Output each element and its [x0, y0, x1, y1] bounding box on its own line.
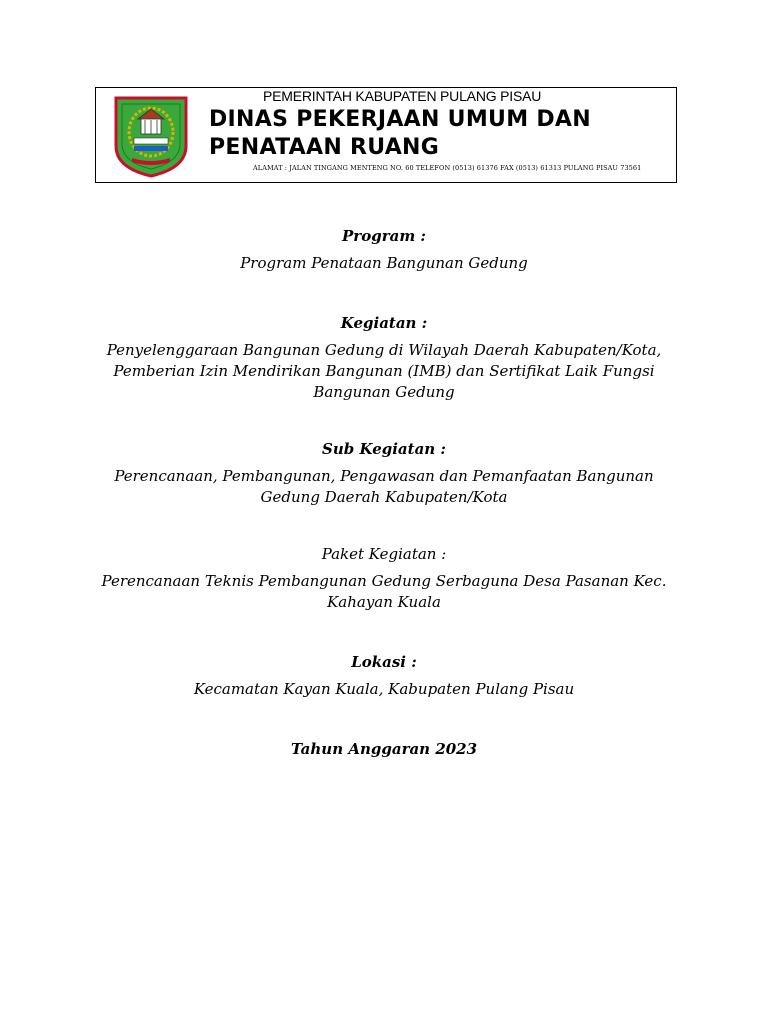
lokasi-label: Lokasi : — [351, 653, 417, 671]
regency-emblem-icon — [110, 94, 192, 178]
sub-kegiatan-value — [100, 466, 668, 508]
program-section — [100, 226, 668, 274]
lokasi-section — [100, 652, 668, 700]
tahun-anggaran-label: Tahun Anggaran 2023 — [290, 740, 478, 758]
agency-name-line1: DINAS PEKERJAAN UMUM DAN — [209, 107, 591, 132]
paket-kegiatan-section — [100, 544, 668, 613]
paket-kegiatan-value-line2: Kahayan Kuala — [327, 593, 441, 611]
letterhead — [95, 87, 677, 183]
office-address: ALAMAT : JALAN TINGANG MENTENG NO. 60 TELEFON (0513) 61376 FAX (0513) 61313 PULANG PISAU 73561 — [253, 164, 642, 172]
lokasi-value: Kecamatan Kayan Kuala, Kabupaten Pulang Pisau — [193, 680, 575, 698]
agency-name — [209, 106, 669, 162]
sub-kegiatan-label: Sub Kegiatan : — [322, 440, 446, 458]
sub-kegiatan-value-line2: Gedung Daerah Kabupaten/Kota — [260, 488, 508, 506]
kegiatan-value — [100, 340, 668, 403]
kegiatan-value-line2: Pemberian Izin Mendirikan Bangunan (IMB) dan Sertifikat Laik Fungsi — [113, 362, 655, 380]
paket-kegiatan-value — [100, 571, 668, 613]
agency-name-line2: PENATAAN RUANG — [209, 135, 440, 160]
program-label: Program : — [342, 227, 426, 245]
program-value: Program Penataan Bangunan Gedung — [240, 254, 528, 272]
sub-kegiatan-section — [100, 439, 668, 508]
paket-kegiatan-value-line1: Perencanaan Teknis Pembangunan Gedung Serbaguna Desa Pasanan Kec. — [101, 572, 667, 590]
paket-kegiatan-label: Paket Kegiatan : — [321, 545, 447, 563]
sub-kegiatan-value-line1: Perencanaan, Pembangunan, Pengawasan dan Pemanfaatan Bangunan — [114, 467, 654, 485]
kegiatan-value-line1: Penyelenggaraan Bangunan Gedung di Wilayah Daerah Kabupaten/Kota, — [106, 341, 662, 359]
kegiatan-value-line3: Bangunan Gedung — [313, 383, 455, 401]
kegiatan-label: Kegiatan : — [340, 314, 428, 332]
government-name: PEMERINTAH KABUPATEN PULANG PISAU — [263, 88, 542, 104]
kegiatan-section — [100, 313, 668, 403]
tahun-section — [100, 739, 668, 760]
